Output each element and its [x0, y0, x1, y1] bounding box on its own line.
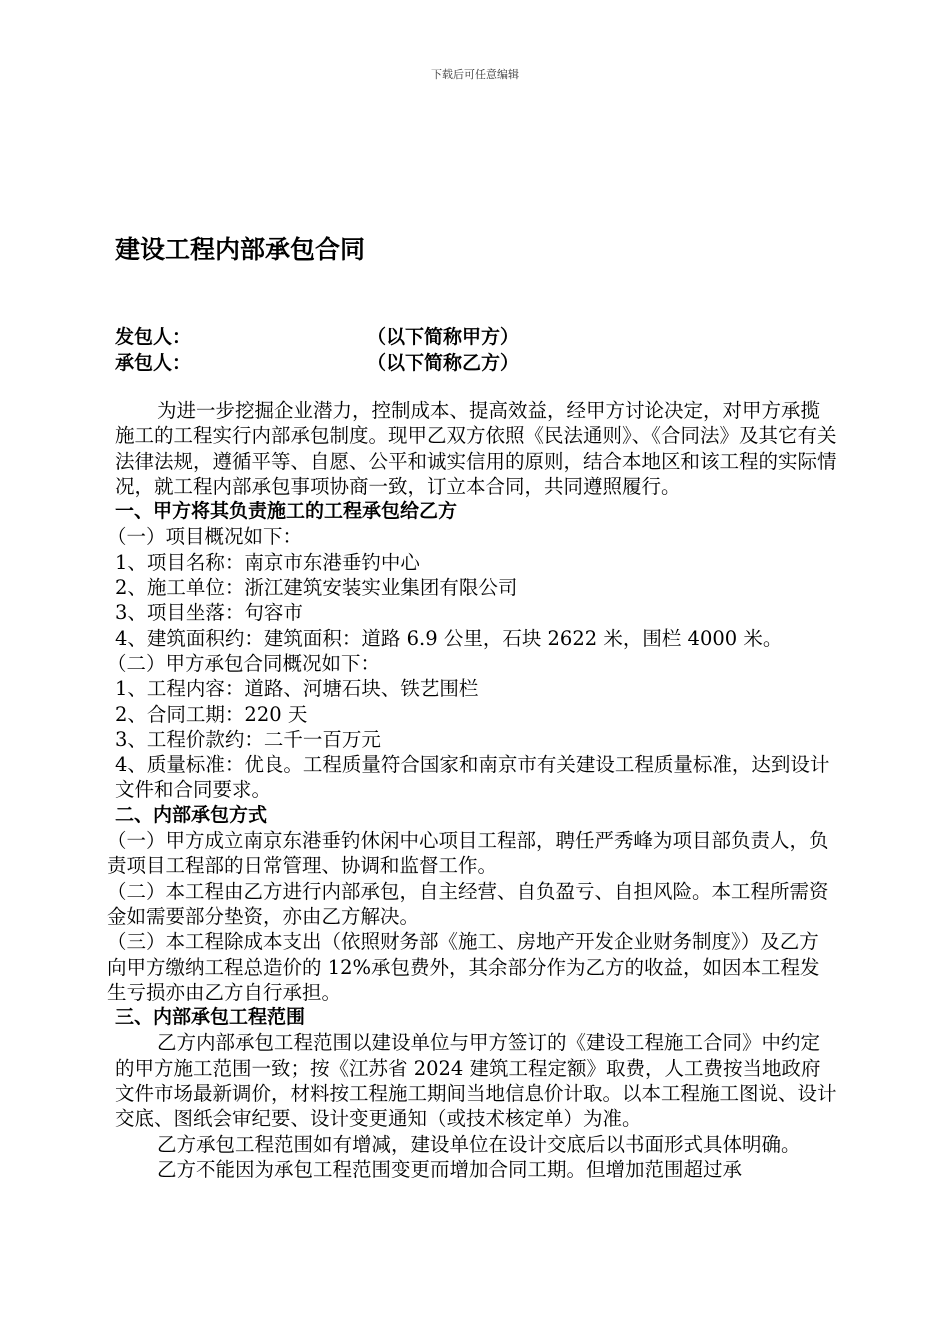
header-note: 下载后可任意编辑: [431, 68, 519, 81]
intro-paragraph: 为进一步挖掘企业潜力，控制成本、提高效益，经甲方讨论决定，对甲方承揽施工的工程实行内部承包制度。现甲乙双方依照《民法通则》、《合同法》及其它有关法律法规，遵循平等、自愿、公平和诚实信用的原则，结合本地区和该工程的实际情况，就工程内部承包事项协商一致，订立本合同，共同遵照履行。: [115, 399, 837, 498]
paragraph: （三）本工程除成本支出（依照财务部《施工、房地产开发企业财务制度》）及乙方向甲方缴纳工程总造价的 12%承包费外，其余部分作为乙方的收益，如因本工程发生亏损亦由乙方自行承担。: [107, 930, 820, 1004]
party-label: 发包人：: [115, 326, 192, 348]
list-item: 3、项目坐落：句容市: [115, 601, 303, 625]
party-note: （以下简称甲方）: [367, 326, 520, 348]
party-note: （以下简称乙方）: [367, 352, 520, 374]
list-item: 1、项目名称：南京市东港垂钓中心: [115, 550, 420, 574]
section-heading: 一、甲方将其负责施工的工程承包给乙方: [115, 500, 458, 523]
list-item: 4、质量标准：优良。工程质量符合国家和南京市有关建设工程质量标准，达到设计文件和合同要求。: [115, 753, 830, 802]
party-contractor-issuer: [115, 322, 519, 349]
list-item: 2、合同工期：220 天: [115, 702, 308, 726]
section-heading: 三、内部承包工程范围: [115, 1006, 306, 1029]
subsection-heading: （一）项目概况如下：: [107, 525, 303, 549]
party-contractor-receiver: [115, 348, 519, 375]
contract-body: [107, 398, 837, 1182]
paragraph: 乙方内部承包工程范围以建设单位与甲方签订的《建设工程施工合同》中约定的甲方施工范围一致；按《江苏省 2024 建筑工程定额》取费，人工费按当地政府文件市场最新调价，材料按工程施工期间当地信息价计取。以本工程施工图说、设计交底、图纸会审纪要、设计变更通知（或技术核定单）为准。: [115, 1031, 837, 1131]
document-title: 建设工程内部承包合同: [115, 235, 366, 264]
paragraph: （一）甲方成立南京东港垂钓休闲中心项目工程部，聘任严秀峰为项目部负责人，负责项目工程部的日常管理、协调和监督工作。: [107, 829, 829, 878]
party-label: 承包人：: [115, 352, 192, 374]
list-item: 4、建筑面积约：建筑面积：道路 6.9 公里，石块 2622 米，围栏 4000 米。: [115, 626, 783, 650]
paragraph: 乙方承包工程范围如有增减，建设单位在设计交底后以书面形式具体明确。: [157, 1132, 801, 1156]
subsection-heading: （二）甲方承包合同概况如下：: [107, 651, 381, 675]
paragraph: （二）本工程由乙方进行内部承包，自主经营、自负盈亏、自担风险。本工程所需资金如需要部分垫资，亦由乙方解决。: [107, 879, 829, 928]
list-item: 3、工程价款约：二千一百万元: [115, 727, 381, 751]
list-item: 2、施工单位：浙江建筑安装实业集团有限公司: [115, 576, 518, 600]
paragraph: 乙方不能因为承包工程范围变更而增加合同工期。但增加范围超过承: [157, 1157, 743, 1181]
section-heading: 二、内部承包方式: [115, 803, 268, 826]
list-item: 1、工程内容：道路、河塘石块、铁艺围栏: [115, 677, 479, 701]
